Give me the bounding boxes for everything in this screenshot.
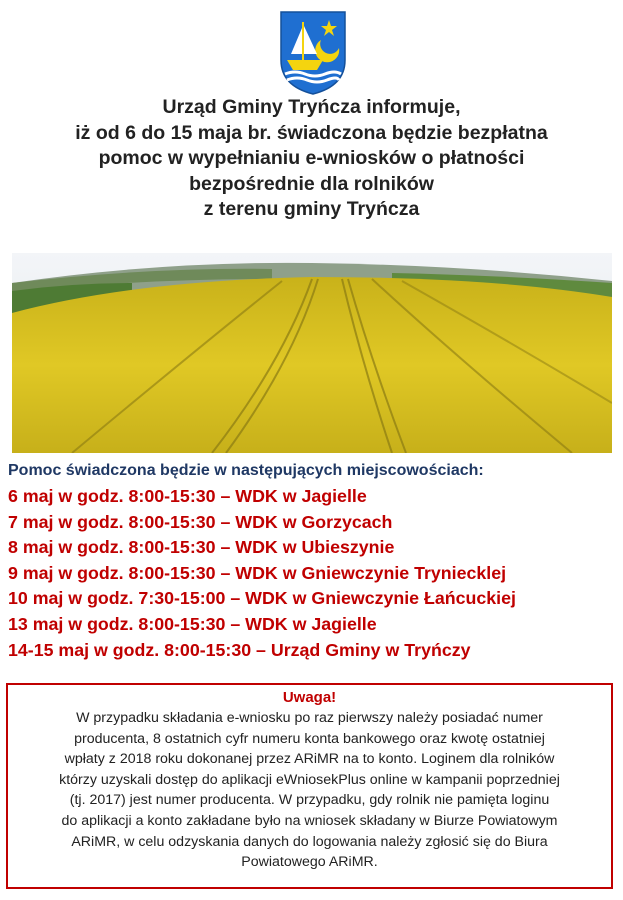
notice-body [18, 708, 601, 873]
notice-line: Powiatowego ARiMR. [241, 854, 378, 871]
schedule-entry: 14-15 maj w godz. 8:00-15:30 – Urząd Gminy w Tryńczy [8, 639, 471, 660]
schedule-entry: 9 maj w godz. 8:00-15:30 – WDK w Gniewczynie Tryniecklej [8, 562, 507, 583]
notice-line: producenta, 8 ostatnich cyfr numeru konta bankowego oraz kwotę ostatniej [74, 730, 545, 747]
headline-line: bezpośrednie dla rolników [189, 172, 434, 195]
schedule-entry: 6 maj w godz. 8:00-15:30 – WDK w Jagielle [8, 486, 367, 506]
schedule-entry: 8 maj w godz. 8:00-15:30 – WDK w Ubieszynie [8, 537, 395, 558]
headline-line: pomoc w wypełnianiu e-wniosków o płatności [98, 147, 525, 169]
notice-line: wpłaty z 2018 roku dokonanej przez ARiMR na to konto. Loginem dla rolników [64, 751, 555, 768]
notice-line: którzy uzyskali dostęp do aplikacji eWniosekPlus online w kampanii poprzedniej [59, 771, 560, 788]
schedule-intro: Pomoc świadczona będzie w następujących miejscowościach: [8, 462, 484, 479]
coat-of-arms-emblem [277, 10, 349, 96]
schedule-entry: 7 maj w godz. 8:00-15:30 – WDK w Gorzycach [8, 511, 393, 532]
schedule-section [8, 461, 618, 663]
announcement-headline [10, 95, 613, 223]
headline-line: iż od 6 do 15 maja br. świadczona będzie bezpłatna [75, 121, 548, 144]
headline-line: Urząd Gminy Tryńcza informuje, [162, 96, 461, 118]
notice-title: Uwaga! [282, 689, 337, 706]
headline-line: z terenu gminy Tryńcza [203, 198, 420, 220]
notice-line: ARiMR, w celu odzyskania danych do logowania należy zgłosić się do Biura [71, 833, 548, 850]
notice-line: W przypadku składania e-wniosku po raz pierwszy należy posiadać numer [76, 710, 543, 726]
notice-box [6, 683, 613, 889]
schedule-entry: 10 maj w godz. 7:30-15:00 – WDK w Gniewczynie Łańcuckiej [8, 588, 516, 609]
rapeseed-field-photo [12, 253, 612, 453]
notice-line: (tj. 2017) jest numer producenta. W przypadku, gdy rolnik nie pamięta loginu [69, 792, 550, 809]
schedule-entry: 13 maj w godz. 8:00-15:30 – WDK w Jagielle [8, 613, 377, 634]
notice-line: do aplikacji a konto zakładane było na wniosek składany w Biurze Powiatowym [61, 812, 558, 829]
